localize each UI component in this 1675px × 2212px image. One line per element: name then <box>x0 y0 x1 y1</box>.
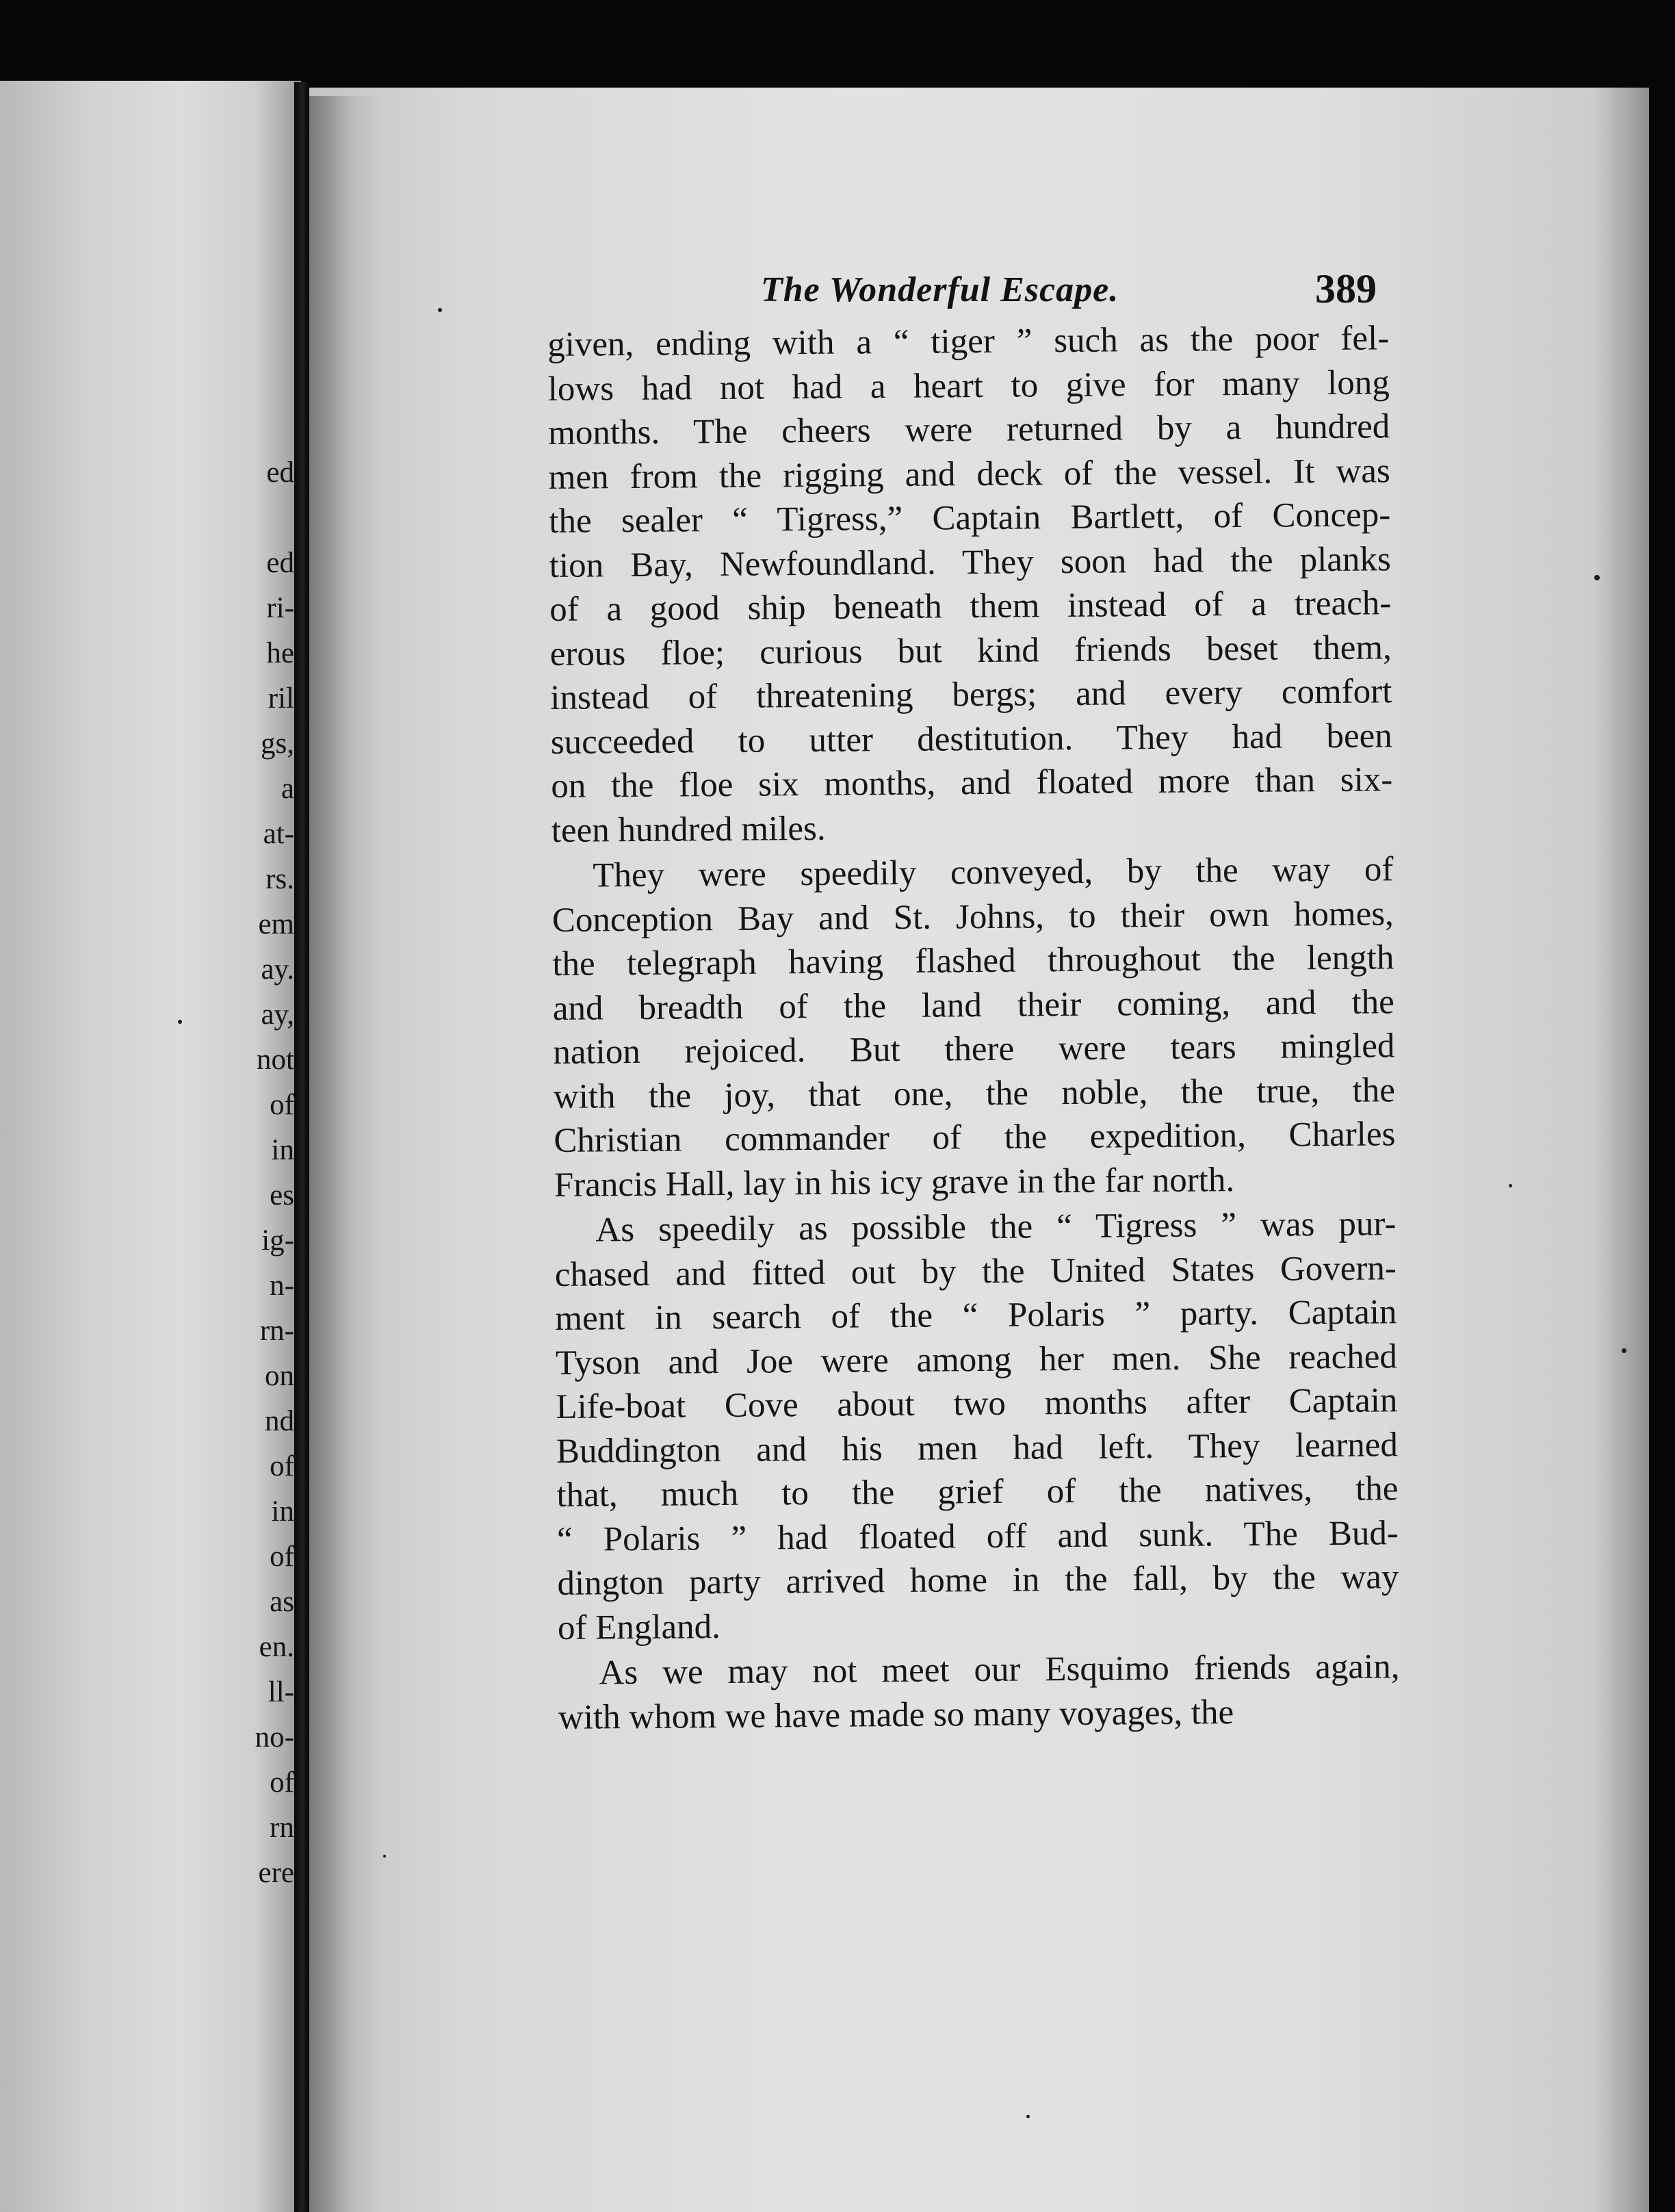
paragraph <box>551 847 1396 1207</box>
previous-page-line-ending: of <box>270 1541 294 1573</box>
text-line: that, much to the grief of the natives, the <box>556 1469 1399 1515</box>
text-line: of England. <box>557 1607 721 1647</box>
previous-page-line-ending: nd <box>265 1405 294 1437</box>
previous-page-line-ending: ere <box>258 1857 294 1889</box>
scan-speck <box>383 1855 386 1857</box>
previous-page-line-ending: ig- <box>261 1224 294 1257</box>
page-edge-shadow <box>1594 88 1649 2212</box>
text-line: teen hundred miles. <box>551 809 826 850</box>
previous-page-line-ending: ll- <box>268 1676 294 1708</box>
text-line: tion Bay, Newfoundland. They soon had the planks <box>549 539 1391 585</box>
previous-page-line-ending: rs. <box>265 863 294 895</box>
paragraph <box>547 316 1393 853</box>
text-line: with the joy, that one, the noble, the true, the <box>553 1070 1396 1116</box>
previous-page-line-ending: ri- <box>266 592 294 624</box>
text-line: Christian commander of the expedition, Charles <box>554 1115 1396 1160</box>
text-line: “ Polaris ” had floated off and sunk. The Bud- <box>556 1513 1399 1559</box>
previous-page-line-ending: in <box>271 1134 294 1166</box>
text-line: months. The cheers were returned by a hundred <box>548 407 1390 452</box>
text-line: the sealer “ Tigress,” Captain Bartlett, of Concep- <box>549 496 1391 541</box>
previous-page-line-ending: he <box>266 637 294 669</box>
previous-page-line-ending: of <box>270 1766 294 1799</box>
previous-page-line-endings <box>185 450 294 1896</box>
body-text <box>547 316 1400 1741</box>
text-line: succeeded to utter destitution. They had been <box>550 716 1392 762</box>
text-line: on the floe six months, and floated more than six- <box>551 760 1393 806</box>
text-line: Francis Hall, lay in his icy grave in the far north. <box>554 1160 1235 1205</box>
previous-page-line-ending: en. <box>259 1631 294 1663</box>
previous-page-line-ending: as <box>270 1586 294 1618</box>
previous-page-line-ending: ed <box>266 547 294 579</box>
previous-page-line-ending: a <box>281 773 294 805</box>
running-head <box>446 266 1404 324</box>
previous-page-line-ending: rn <box>270 1812 294 1844</box>
previous-page-line-ending: ay, <box>261 999 294 1031</box>
previous-page-line-ending: ay. <box>261 953 294 986</box>
scan-speck <box>1026 2115 1030 2118</box>
book-binding-gutter <box>294 82 309 2212</box>
text-line: They were speedily conveyed, by the way of <box>593 850 1394 895</box>
paragraph <box>558 1645 1400 1740</box>
previous-page-line-ending: of <box>270 1089 294 1121</box>
previous-page-line-ending: em <box>258 908 294 940</box>
scan-speck <box>1509 1184 1512 1187</box>
running-head-title: The Wonderful Escape. <box>761 270 1119 309</box>
text-line: nation rejoiced. But there were tears mingled <box>553 1027 1395 1072</box>
previous-page-line-ending: not <box>257 1044 294 1076</box>
paragraph <box>554 1202 1399 1650</box>
previous-page-line-ending: rn- <box>259 1315 294 1347</box>
previous-page-line-ending: on <box>265 1360 294 1392</box>
text-line: As speedily as possible the “ Tigress ” was pur- <box>595 1205 1397 1250</box>
previous-page-line-ending: es <box>270 1179 294 1211</box>
previous-page-line-ending: ed <box>266 456 294 489</box>
scan-speck <box>178 1020 182 1024</box>
text-line: lows had not had a heart to give for many long <box>547 363 1390 409</box>
text-line: the telegraph having flashed throughout the length <box>552 938 1394 983</box>
text-line: Tyson and Joe were among her men. She reached <box>555 1337 1398 1382</box>
scan-speck <box>1622 1348 1626 1353</box>
text-line: Buddington and his men had left. They learned <box>556 1425 1399 1471</box>
previous-page-fragment <box>0 81 301 2212</box>
text-line: of a good ship beneath them instead of a treach- <box>549 584 1392 629</box>
text-line: dington party arrived home in the fall, by the way <box>557 1558 1399 1603</box>
text-line: Life-boat Cove about two months after Captain <box>556 1381 1398 1426</box>
scan-speck <box>438 308 442 312</box>
previous-page-line-ending: gs, <box>261 728 294 760</box>
gutter-shadow <box>309 96 385 2212</box>
page-number: 389 <box>1315 266 1377 311</box>
text-line: with whom we have made so many voyages, the <box>558 1693 1234 1737</box>
text-line: men from the rigging and deck of the vessel. It was <box>548 451 1390 497</box>
text-line: and breadth of the land their coming, and the <box>552 982 1395 1028</box>
scan-speck <box>1594 575 1600 580</box>
text-line: ment in search of the “ Polaris ” party. Captain <box>555 1293 1397 1338</box>
previous-page-line-ending <box>185 496 294 541</box>
text-line: instead of threatening bergs; and every comfort <box>550 672 1392 717</box>
previous-page-line-ending: ril <box>268 682 294 715</box>
text-line: chased and fitted out by the United States Govern- <box>554 1248 1397 1294</box>
previous-page-line-ending: of <box>270 1450 294 1482</box>
previous-page-line-ending: n- <box>270 1270 294 1302</box>
previous-page-line-ending: no- <box>255 1721 294 1753</box>
text-line: erous floe; curious but kind friends beset them, <box>549 628 1392 673</box>
text-line: Conception Bay and St. Johns, to their own homes, <box>551 894 1394 940</box>
text-line: As we may not meet our Esquimo friends again, <box>599 1647 1400 1693</box>
previous-page-line-ending: in <box>271 1495 294 1528</box>
previous-page-line-ending: at- <box>263 818 294 850</box>
text-line: given, ending with a “ tiger ” such as the poor fel- <box>547 319 1390 364</box>
